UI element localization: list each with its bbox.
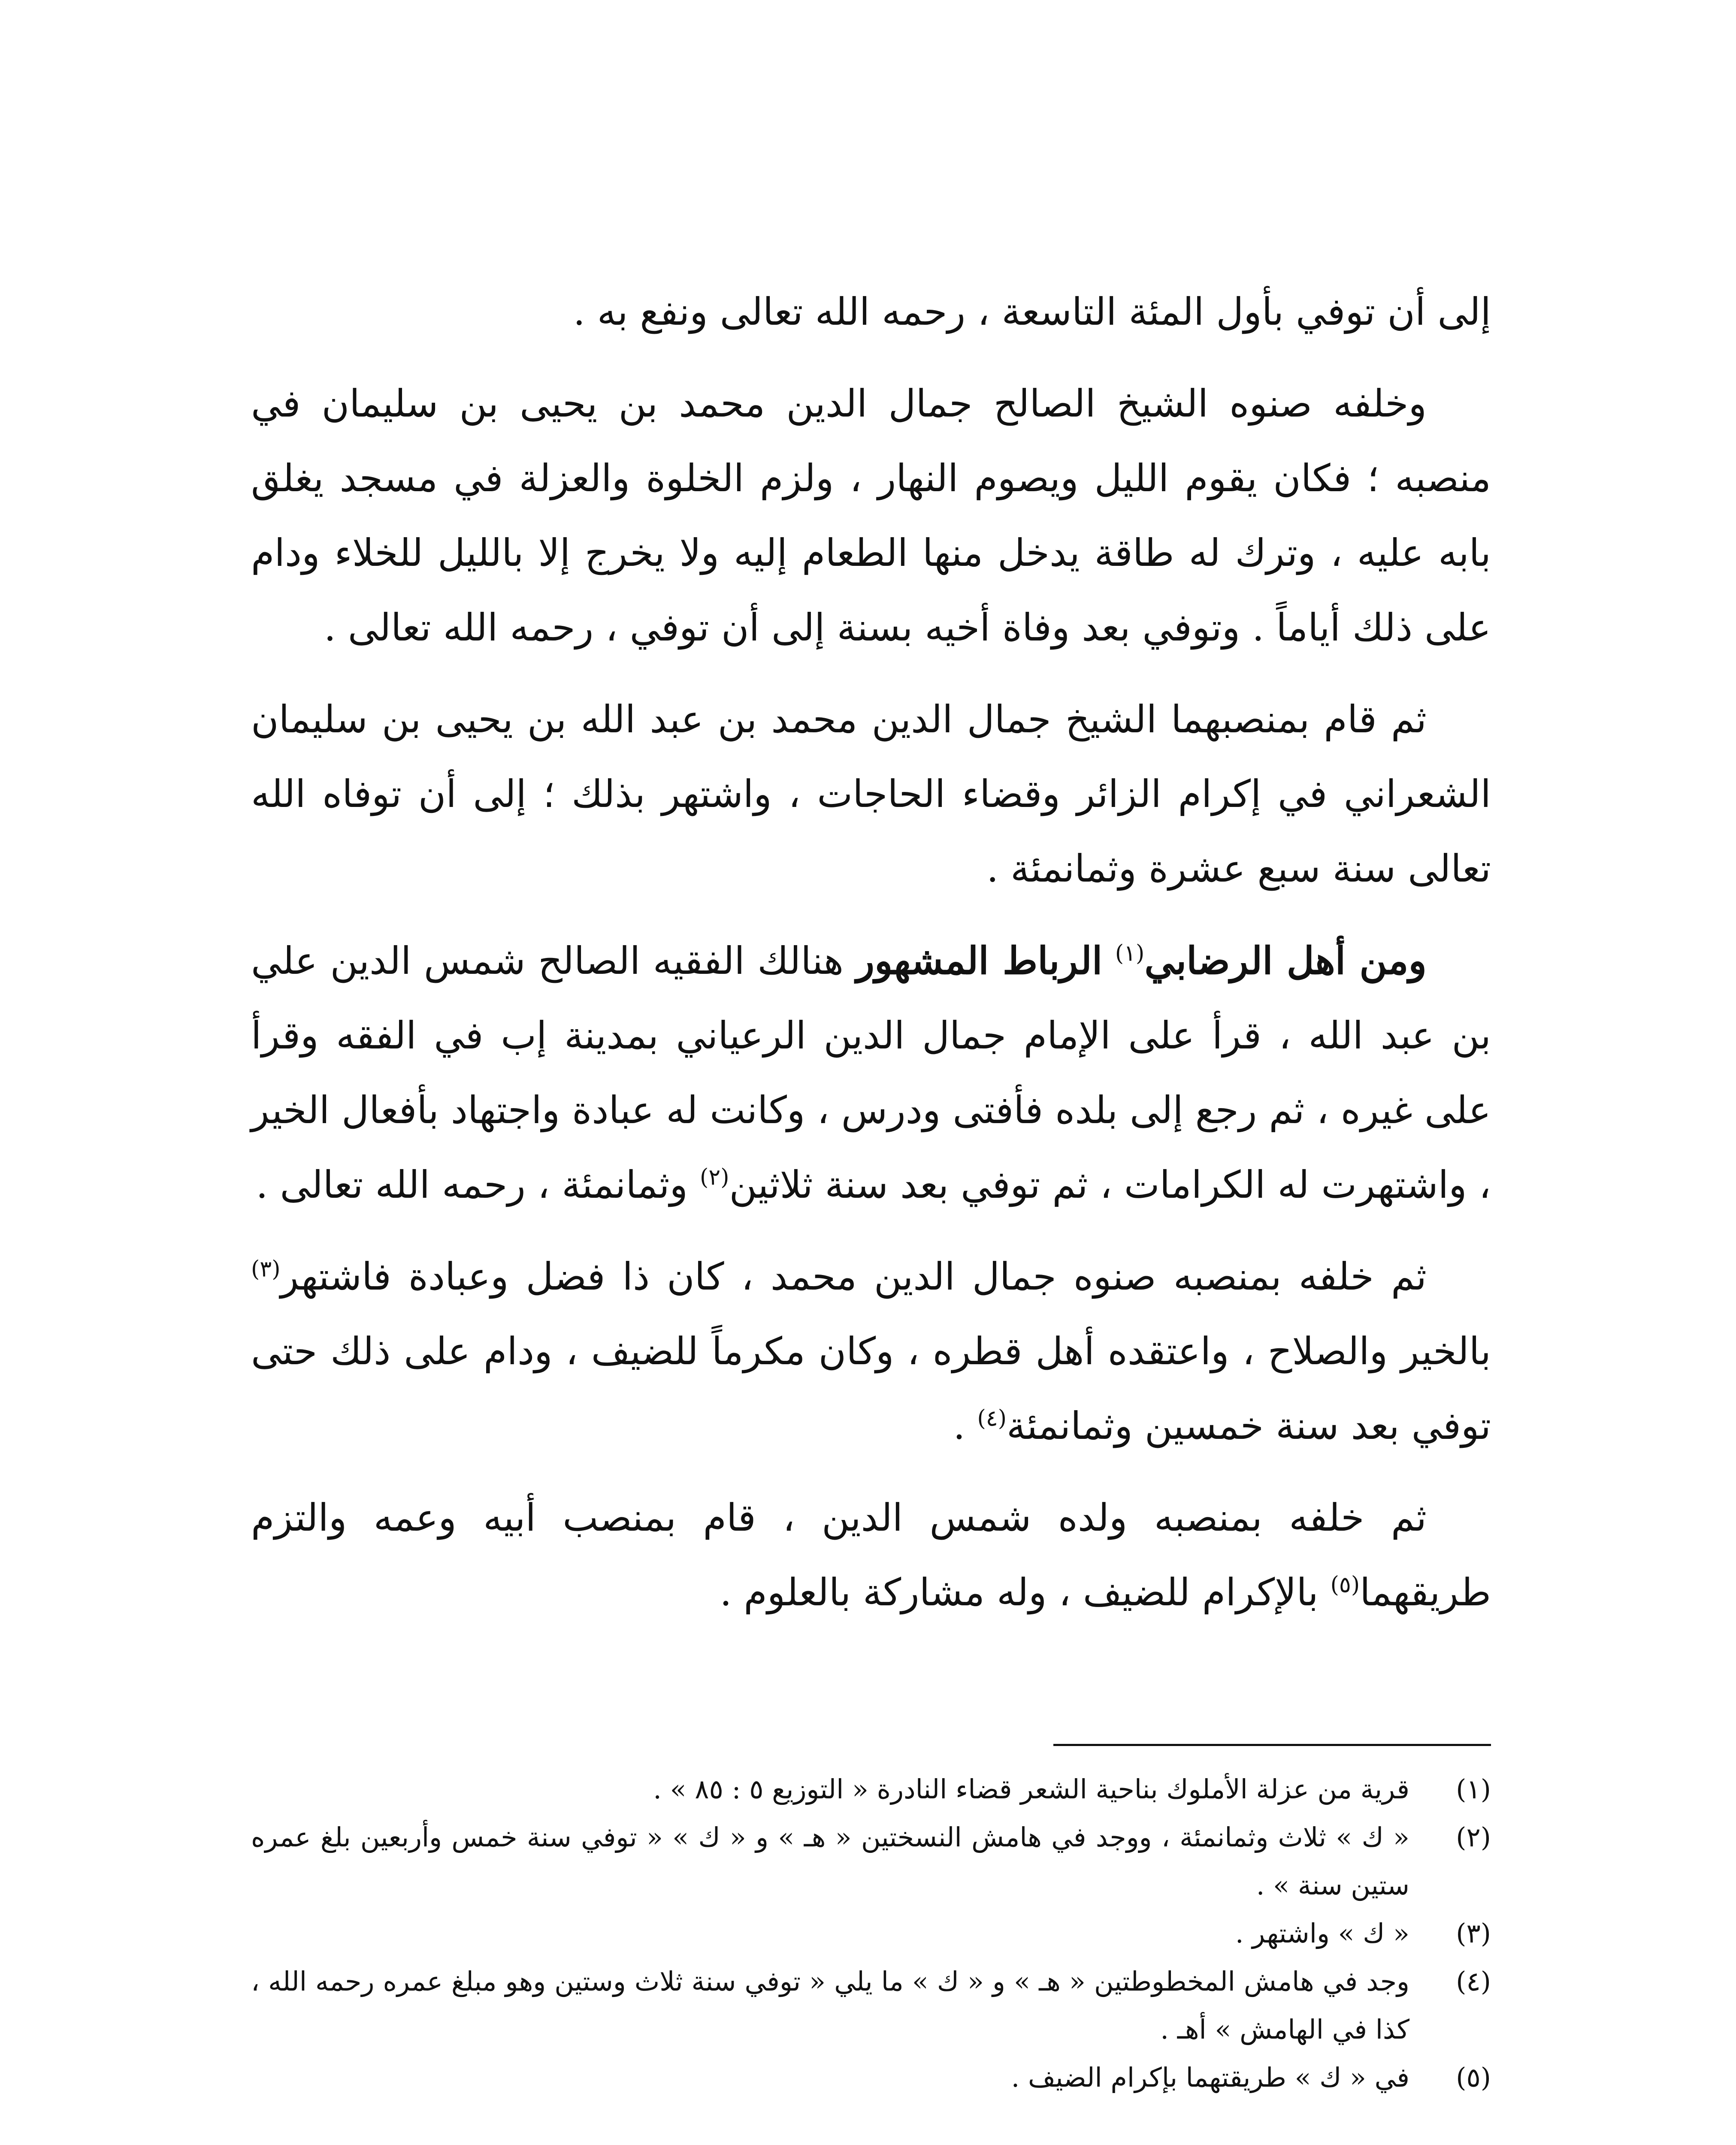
footnote-ref-5: (٥) — [1330, 1572, 1360, 1598]
footnote-5-text: في « ك » طريقتهما بإكرام الضيف . — [1011, 2062, 1409, 2093]
paragraph-3-text: ثم قام بمنصبهما الشيخ جمال الدين محمد بن عبد الله بن يحيى بن سليمان الشعراني في إكرام الزائر وقضاء الحاجات ، واشتهر بذلك ؛ إلى أن توفاه الله تعالى سنة سبع عشرة وثمانمئة . — [251, 697, 1491, 891]
paragraph-1-text: إلى أن توفي بأول المئة التاسعة ، رحمه الله تعالى ونفع به . — [573, 290, 1491, 334]
footnote-1-text: قرية من عزلة الأملوك بناحية الشعر قضاء النادرة « التوزيع ٥ : ٨٥ » . — [653, 1773, 1409, 1805]
footnote-3-number: (٣) — [1456, 1918, 1491, 1949]
paragraph-5-text-c: . — [953, 1404, 965, 1448]
paragraph-5 — [251, 1239, 1491, 1463]
footnote-5 — [251, 2054, 1491, 2102]
paragraph-4-text-a: هنالك الفقيه الصالح شمس الدين علي بن عبد الله ، قرأ على الإمام جمال الدين الرعياني بمدينة إب في الفقه وقرأ على غيره ، ثم رجع إلى بلده فأفتى ودرس ، وكانت له عبادة واجتهاد بأفعال الخير ، واشتهرت له الكرامات ، ثم توفي بعد سنة ثلاثين — [251, 939, 1491, 1207]
footnote-1 — [251, 1765, 1491, 1813]
paragraph-6 — [251, 1480, 1491, 1630]
paragraph-2 — [251, 366, 1491, 665]
footnote-ref-1: (١) — [1115, 940, 1145, 967]
footnote-separator — [1053, 1744, 1491, 1746]
footnote-ref-3: (٣) — [251, 1256, 281, 1282]
footnotes-section — [251, 1765, 1491, 2102]
footnote-4-text: وجد في هامش المخطوطتين « هـ » و « ك » ما يلي « توفي سنة ثلاث وستين وهو مبلغ عمره رحمه الله ، كذا في الهامش » أهـ . — [251, 1966, 1409, 2045]
paragraph-5-text-a: ثم خلفه بمنصبه صنوه جمال الدين محمد ، كان ذا فضل وعبادة فاشتهر — [280, 1254, 1427, 1299]
paragraph-2-text: وخلفه صنوه الشيخ الصالح جمال الدين محمد بن يحيى بن سليمان في منصبه ؛ فكان يقوم الليل ويصوم النهار ، ولزم الخلوة والعزلة في مسجد يغلق بابه عليه ، وترك له طاقة يدخل منها الطعام إليه ولا يخرج إلا بالليل للخلاء ودام على ذلك أياماً . وتوفي بعد وفاة أخيه بسنة إلى أن توفي ، رحمه الله تعالى . — [251, 381, 1491, 650]
paragraph-3 — [251, 682, 1491, 906]
paragraph-4-lead-bold: ومن أهل الرضابي — [1144, 938, 1427, 983]
footnote-3 — [251, 1909, 1491, 1958]
footnote-ref-4: (٤) — [977, 1405, 1007, 1432]
main-text-body — [251, 275, 1491, 1647]
paragraph-4-text-b: وثمانمئة ، رحمه الله تعالى . — [256, 1163, 688, 1207]
footnote-1-number: (١) — [1456, 1773, 1491, 1805]
footnote-2-number: (٢) — [1456, 1822, 1491, 1853]
footnote-4-number: (٤) — [1456, 1966, 1491, 1997]
footnote-3-text: « ك » واشتهر . — [1235, 1918, 1409, 1949]
footnote-ref-2: (٢) — [700, 1164, 729, 1190]
footnote-2 — [251, 1813, 1491, 1909]
footnote-2-text: « ك » ثلاث وثمانمئة ، ووجد في هامش النسختين « هـ » و « ك » « توفي سنة خمس وأربعين بلغ عمره ستين سنة » . — [251, 1822, 1409, 1901]
paragraph-4 — [251, 923, 1491, 1222]
paragraph-4-bold-phrase: الرباط المشهور — [856, 938, 1103, 983]
paragraph-6-text-a: ثم خلفه بمنصبه ولده شمس الدين ، قام بمنصب أبيه وعمه والتزم طريقهما — [251, 1495, 1491, 1614]
footnote-4 — [251, 1958, 1491, 2054]
footnote-5-number: (٥) — [1456, 2062, 1491, 2093]
paragraph-6-text-b: بالإكرام للضيف ، وله مشاركة بالعلوم . — [720, 1570, 1319, 1614]
paragraph-5-text-b: بالخير والصلاح ، واعتقده أهل قطره ، وكان مكرماً للضيف ، ودام على ذلك حتى توفي بعد سنة خمسين وثمانمئة — [251, 1329, 1491, 1448]
paragraph-1 — [251, 275, 1491, 349]
